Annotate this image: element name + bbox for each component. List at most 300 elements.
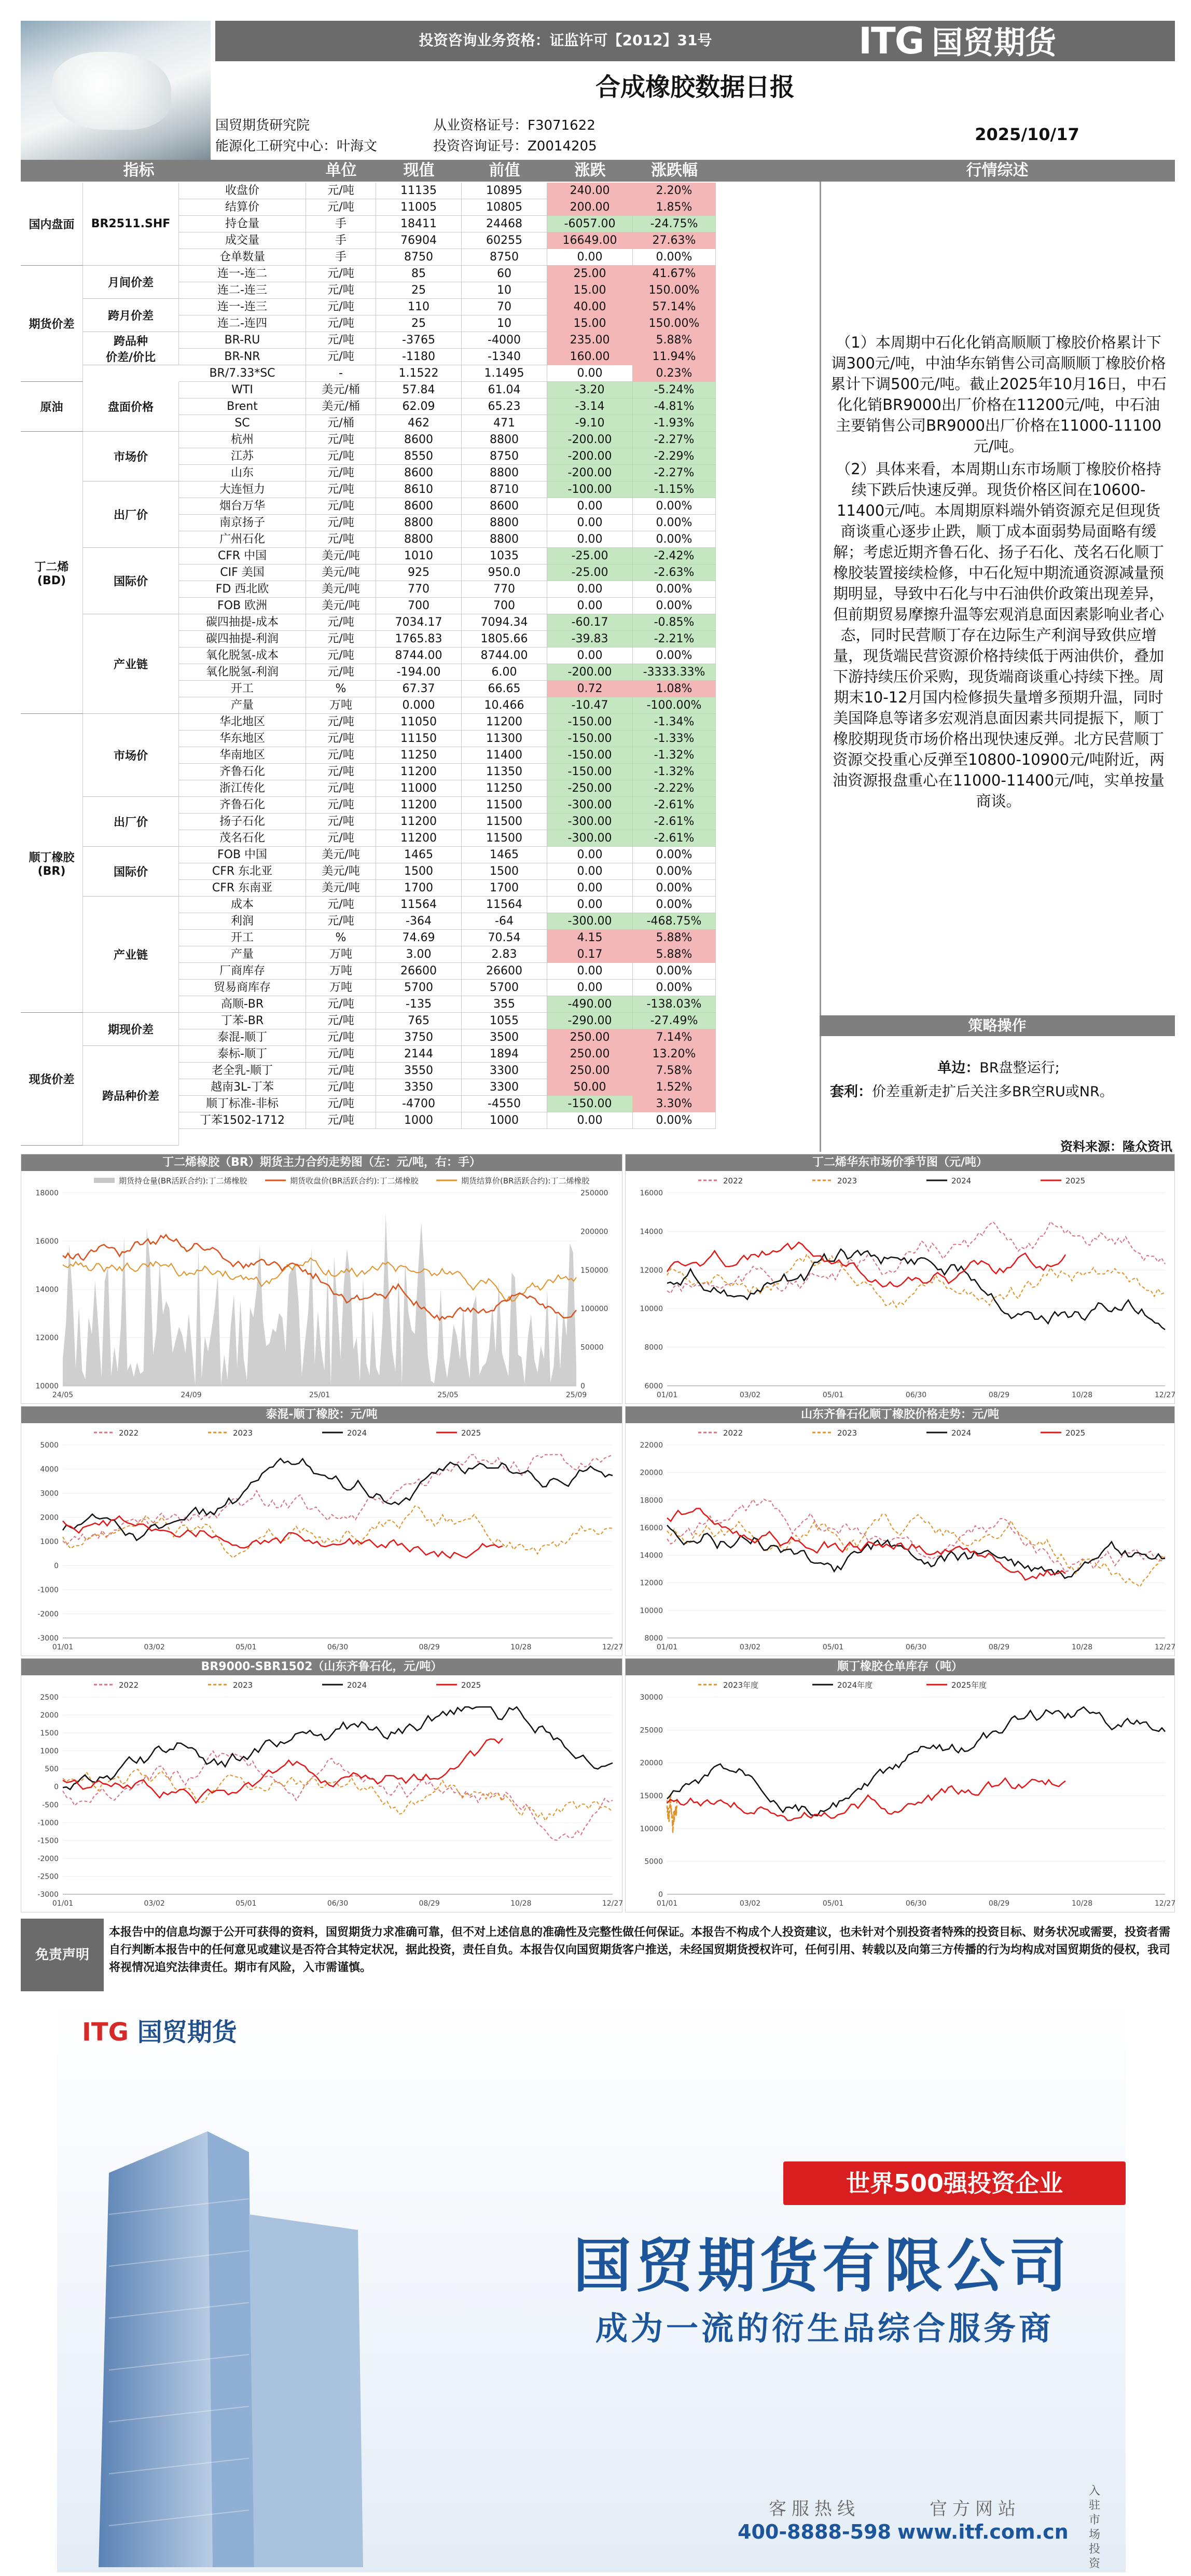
table-row: [21, 780, 820, 797]
change-pct-cell: -138.03%: [633, 996, 716, 1013]
change-cell: 0.72: [547, 681, 633, 697]
table-row: [21, 996, 820, 1013]
table-row: [21, 448, 820, 465]
unit-cell: 元/吨: [306, 1046, 376, 1063]
data-source: 资料来源：隆众资讯: [1060, 1139, 1172, 1154]
indicator-cell: 碳四抽提-利润: [179, 631, 306, 648]
indicator-cell: BR-NR: [179, 349, 306, 365]
current-cell: 8800: [376, 515, 462, 531]
y-tick-label: 22000: [640, 1441, 663, 1450]
indicator-cell: CFR 东南亚: [179, 880, 306, 897]
y-tick-label: -3000: [37, 1891, 59, 1899]
unit-cell: 元/吨: [306, 1013, 376, 1029]
previous-cell: 10805: [462, 199, 547, 216]
change-cell: 0.00: [547, 963, 633, 980]
y-tick-label: 14000: [640, 1228, 663, 1236]
change-pct-cell: -2.21%: [633, 631, 716, 648]
change-pct-cell: 27.63%: [633, 232, 716, 249]
unit-cell: 手: [306, 249, 376, 266]
previous-cell: 10: [462, 315, 547, 332]
y-tick-label: 0: [658, 1891, 663, 1899]
change-pct-cell: 0.00%: [633, 581, 716, 598]
previous-cell: -1340: [462, 349, 547, 365]
y-tick-label: 1500: [40, 1729, 59, 1738]
indicator-cell: SC: [179, 415, 306, 432]
previous-cell: 11300: [462, 731, 547, 747]
change-cell: -39.83: [547, 631, 633, 648]
y-tick-label: 20000: [640, 1759, 663, 1768]
current-cell: 11200: [376, 814, 462, 830]
unit-cell: 元/吨: [306, 282, 376, 299]
change-pct-cell: -100.00%: [633, 697, 716, 714]
table-row: [21, 415, 820, 432]
change-cell: 25.00: [547, 266, 633, 282]
change-pct-cell: -24.75%: [633, 216, 716, 232]
y-tick-label: 18000: [35, 1189, 59, 1197]
current-cell: 18411: [376, 216, 462, 232]
legend-label: 2025: [1065, 1176, 1086, 1186]
table-row: [21, 1029, 820, 1046]
indicator-cell: 厂商库存: [179, 963, 306, 980]
current-cell: 11200: [376, 764, 462, 780]
indicator-cell: 丁苯1502-1712: [179, 1112, 306, 1129]
change-pct-cell: 1.52%: [633, 1079, 716, 1096]
change-cell: -150.00: [547, 1096, 633, 1112]
unit-cell: %: [306, 681, 376, 697]
indicator-cell: 华北地区: [179, 714, 306, 731]
x-tick-label: 01/01: [656, 1643, 678, 1651]
y-right-tick-label: 100000: [580, 1305, 608, 1314]
group-label: 丁二烯 (BD): [21, 432, 83, 714]
previous-cell: 1035: [462, 548, 547, 564]
unit-cell: 美元/桶: [306, 398, 376, 415]
table-row: [21, 548, 820, 564]
change-pct-cell: -1.93%: [633, 415, 716, 432]
arb-strategy: 价差重新走扩后关注多BR空RU或NR。: [872, 1084, 1114, 1100]
current-cell: -194.00: [376, 664, 462, 681]
change-pct-cell: -2.27%: [633, 432, 716, 448]
unit-cell: 元/吨: [306, 1029, 376, 1046]
x-tick-label: 03/02: [739, 1391, 761, 1399]
current-cell: 925: [376, 564, 462, 581]
subgroup-label: 产业链: [83, 897, 179, 1013]
current-cell: 62.09: [376, 398, 462, 415]
previous-cell: 11250: [462, 780, 547, 797]
indicator-cell: 浙江传化: [179, 780, 306, 797]
y-tick-label: -1000: [37, 1819, 59, 1827]
x-tick-label: 12/27: [602, 1899, 623, 1908]
previous-cell: 1700: [462, 880, 547, 897]
indicator-cell: 持仓量: [179, 216, 306, 232]
previous-cell: 10895: [462, 183, 547, 199]
indicator-cell: 碳四抽提-成本: [179, 614, 306, 631]
change-pct-cell: -3333.33%: [633, 664, 716, 681]
subgroup-label: 国际价: [83, 548, 179, 614]
unit-cell: 元/吨: [306, 731, 376, 747]
table-row: [21, 681, 820, 697]
change-cell: 15.00: [547, 315, 633, 332]
change-pct-cell: 2.20%: [633, 183, 716, 199]
current-cell: 25: [376, 282, 462, 299]
unit-cell: 元/吨: [306, 764, 376, 780]
indicator-cell: 大连恒力: [179, 481, 306, 498]
subgroup-label: 市场价: [83, 432, 179, 481]
table-row: [21, 481, 820, 498]
previous-cell: 3300: [462, 1063, 547, 1079]
commentary-para-2: （2）具体来看，本周期山东市场顺丁橡胶价格持续下跌后快速反弹。现货价格区间在10600-11400元/吨。本周期原料端外销资源充足但现货商谈重心逐步止跌，顺丁成本面弱势局面略有缓解；考虑近期齐鲁石化、扬子石化、茂名石化顺丁橡胶装置接续检修，中石化短中期流通资源减量预期明显，导致中石化与中石油供价政策出现差异，但前期贸易摩擦升温等宏观消息面因素影响业者心态，同时民营顺丁存在边际生产利润导致供应增量，现货端民营资源价格持续低于两油供价，叠加下游持续压价采购，现货端商谈重心持续下挫。周期末10-12月国内检修损失量增多预期升温，同时美国降息等诸多宏观消息面因素共同提振下，顺丁橡胶期现货市场价格出现快速反弹。北方民营顺丁资源交投重心反弹至10800-10900元/吨附近，两油资源报盘重心在11000-11400元/吨，实单按量商谈。: [833, 460, 1165, 810]
change-pct-cell: 3.30%: [633, 1096, 716, 1112]
change-pct-cell: 150.00%: [633, 315, 716, 332]
indicator-cell: FOB 欧洲: [179, 598, 306, 614]
y-tick-label: 12000: [35, 1334, 59, 1342]
change-cell: -300.00: [547, 830, 633, 847]
company-name: 国贸期货有限公司: [573, 2233, 1071, 2300]
subgroup-label: 市场价: [83, 714, 179, 797]
current-cell: 11005: [376, 199, 462, 216]
legend-label: 2024: [347, 1680, 367, 1690]
chart-title: 丁二烯华东市场价季节图（元/吨）: [626, 1154, 1174, 1171]
change-pct-cell: -2.42%: [633, 548, 716, 564]
chart-title: BR9000-SBR1502（山东齐鲁石化，元/吨）: [21, 1659, 622, 1675]
unit-cell: 元/吨: [306, 199, 376, 216]
current-cell: 11200: [376, 830, 462, 847]
x-tick-label: 12/27: [1154, 1391, 1175, 1399]
table-row: [21, 1096, 820, 1112]
change-pct-cell: -2.61%: [633, 814, 716, 830]
current-cell: 3750: [376, 1029, 462, 1046]
unit-cell: 元/吨: [306, 913, 376, 930]
previous-cell: 3300: [462, 1079, 547, 1096]
change-pct-cell: 150.00%: [633, 282, 716, 299]
indicator-cell: 开工: [179, 681, 306, 697]
legend-label: 期货收盘价(BR活跃合约):丁二烯橡胶: [290, 1176, 419, 1186]
col-current: 现值: [403, 161, 435, 180]
group-label: 国内盘面: [21, 183, 83, 266]
indicator-cell: 结算价: [179, 199, 306, 216]
unit-cell: 元/吨: [306, 747, 376, 764]
current-cell: 3550: [376, 1063, 462, 1079]
indicator-cell: BR/7.33*SC: [179, 365, 306, 382]
change-pct-cell: 0.00%: [633, 847, 716, 863]
change-pct-cell: -1.33%: [633, 731, 716, 747]
change-pct-cell: 7.58%: [633, 1063, 716, 1079]
previous-cell: 8750: [462, 448, 547, 465]
disclaimer-label: 免责声明: [21, 1919, 104, 1991]
unit-cell: 元/吨: [306, 830, 376, 847]
banner-logo: [82, 2012, 237, 2048]
y-tick-label: -500: [42, 1801, 59, 1810]
table-row: [21, 980, 820, 996]
y-tick-label: 5000: [40, 1441, 59, 1450]
current-cell: 765: [376, 1013, 462, 1029]
current-cell: 462: [376, 415, 462, 432]
change-pct-cell: -1.34%: [633, 714, 716, 731]
current-cell: 26600: [376, 963, 462, 980]
legend-label: 2024年度: [837, 1680, 873, 1690]
banner-logo-cn: 国贸期货: [137, 2018, 237, 2047]
y-tick-label: 16000: [35, 1237, 59, 1246]
change-pct-cell: -1.32%: [633, 764, 716, 780]
previous-cell: 11400: [462, 747, 547, 764]
table-row: [21, 614, 820, 631]
y-tick-label: 8000: [644, 1343, 663, 1352]
x-tick-label: 12/27: [602, 1643, 623, 1651]
previous-cell: 1465: [462, 847, 547, 863]
current-cell: -3765: [376, 332, 462, 349]
change-cell: -25.00: [547, 548, 633, 564]
disclaimer-text: 本报告中的信息均源于公开可获得的资料，国贸期货力求准确可靠，但不对上述信息的准确性及完整性做任何保证。本报告不构成个人投资建议，也未针对个别投资者特殊的投资目标、财务状况或需要，投资者需自行判断本报告中的任何意见或建议是否符合其特定状况，据此投资，责任自负。本报告仅向国贸期货客户推送，未经国贸期货授权许可，任何引用、转载以及向第三方传播的行为均构成对国贸期货的侵权，我司将视情况追究法律责任。期市有风险，入市需谨慎。: [109, 1926, 1171, 1974]
x-tick-label: 06/30: [905, 1899, 927, 1908]
table-row: [21, 1112, 820, 1129]
table-row: [21, 232, 820, 249]
change-pct-cell: -1.15%: [633, 481, 716, 498]
table-row: [21, 581, 820, 598]
change-cell: 0.00: [547, 581, 633, 598]
change-cell: -290.00: [547, 1013, 633, 1029]
unit-cell: 美元/吨: [306, 880, 376, 897]
change-cell: 0.00: [547, 598, 633, 614]
banner-logo-mark: ITG: [82, 2018, 129, 2047]
current-cell: 8800: [376, 531, 462, 548]
y-tick-label: -3000: [37, 1634, 59, 1643]
cert-number-2: 投资咨询证号：Z0014205: [433, 139, 597, 154]
table-row: [21, 714, 820, 731]
col-previous: 前值: [489, 161, 520, 180]
y-tick-label: 8000: [644, 1634, 663, 1643]
current-cell: 11000: [376, 780, 462, 797]
change-pct-cell: -27.49%: [633, 1013, 716, 1029]
x-tick-label: 05/01: [822, 1643, 844, 1651]
current-cell: 3.00: [376, 946, 462, 963]
chart-title: 山东齐鲁石化顺丁橡胶价格走势：元/吨: [626, 1407, 1174, 1423]
indicator-cell: 丁苯-BR: [179, 1013, 306, 1029]
indicator-cell: 产量: [179, 697, 306, 714]
x-tick-label: 03/02: [739, 1899, 761, 1908]
single-label: 单边：: [937, 1060, 980, 1076]
series-line: [63, 1751, 613, 1840]
unit-cell: 元/吨: [306, 797, 376, 814]
chart-plot: [21, 1424, 623, 1657]
y-right-tick-label: 250000: [580, 1189, 608, 1197]
indicator-cell: 高顺-BR: [179, 996, 306, 1013]
x-tick-label: 01/01: [656, 1899, 678, 1908]
indicator-cell: 连一-连三: [179, 299, 306, 315]
table-row: [21, 564, 820, 581]
change-cell: -10.47: [547, 697, 633, 714]
change-cell: -150.00: [547, 714, 633, 731]
previous-cell: 70: [462, 299, 547, 315]
change-pct-cell: -2.61%: [633, 797, 716, 814]
fortune-500-badge: 世界500强投资企业: [783, 2161, 1126, 2205]
unit-cell: 万吨: [306, 946, 376, 963]
indicator-cell: WTI: [179, 382, 306, 398]
previous-cell: 8744.00: [462, 648, 547, 664]
change-cell: -200.00: [547, 465, 633, 481]
unit-cell: 元/吨: [306, 349, 376, 365]
x-tick-label: 01/01: [52, 1643, 74, 1651]
change-cell: 4.15: [547, 930, 633, 946]
indicator-cell: 泰混-顺丁: [179, 1029, 306, 1046]
table-row: [21, 349, 820, 365]
table-row: [21, 731, 820, 747]
x-tick-label: 10/28: [510, 1899, 532, 1908]
col-indicator: 指标: [123, 161, 155, 180]
x-tick-label: 03/02: [739, 1643, 761, 1651]
unit-cell: 手: [306, 232, 376, 249]
research-center: 能源化工研究中心：叶海文: [215, 139, 378, 154]
change-pct-cell: 0.00%: [633, 1112, 716, 1129]
y-tick-label: 10000: [640, 1305, 663, 1314]
unit-cell: 元/吨: [306, 299, 376, 315]
indicator-cell: 氧化脱氢-成本: [179, 648, 306, 664]
y-right-tick-label: 200000: [580, 1228, 608, 1236]
x-tick-label: 05/01: [236, 1643, 257, 1651]
change-cell: 15.00: [547, 282, 633, 299]
previous-cell: 11564: [462, 897, 547, 913]
change-cell: -300.00: [547, 814, 633, 830]
unit-cell: 元/吨: [306, 531, 376, 548]
previous-cell: 3500: [462, 1029, 547, 1046]
current-cell: 0.000: [376, 697, 462, 714]
indicator-cell: 华东地区: [179, 731, 306, 747]
indicator-cell: 山东: [179, 465, 306, 481]
current-cell: 8550: [376, 448, 462, 465]
previous-cell: 8750: [462, 249, 547, 266]
series-line: [667, 1514, 1165, 1587]
report-header: [0, 0, 1191, 164]
change-cell: -250.00: [547, 780, 633, 797]
y-tick-label: 10000: [640, 1606, 663, 1615]
indicator-cell: 贸易商库存: [179, 980, 306, 996]
indicator-cell: 连一-连二: [179, 266, 306, 282]
change-pct-cell: -2.61%: [633, 830, 716, 847]
table-row: [21, 946, 820, 963]
legend-label: 2025年度: [951, 1680, 987, 1690]
series-line: [63, 1455, 613, 1545]
unit-cell: 美元/吨: [306, 564, 376, 581]
y-right-tick-label: 0: [580, 1382, 585, 1390]
website-url: www.itf.com.cn: [897, 2520, 1069, 2543]
col-unit: 单位: [325, 161, 357, 180]
table-header: [21, 160, 1175, 182]
unit-cell: 元/吨: [306, 814, 376, 830]
unit-cell: 元/吨: [306, 1096, 376, 1112]
previous-cell: 11350: [462, 764, 547, 780]
current-cell: 8750: [376, 249, 462, 266]
unit-cell: 元/吨: [306, 481, 376, 498]
table-row: [21, 913, 820, 930]
y-tick-label: 14000: [35, 1286, 59, 1294]
indicator-cell: FOB 中国: [179, 847, 306, 863]
change-cell: -3.20: [547, 382, 633, 398]
current-cell: 11564: [376, 897, 462, 913]
table-row: [21, 648, 820, 664]
current-cell: 1000: [376, 1112, 462, 1129]
indicator-cell: 扬子石化: [179, 814, 306, 830]
table-row: [21, 814, 820, 830]
unit-cell: 美元/吨: [306, 581, 376, 598]
unit-cell: 手: [306, 216, 376, 232]
indicator-cell: 开工: [179, 930, 306, 946]
report-date: 2025/10/17: [975, 125, 1079, 144]
change-cell: -490.00: [547, 996, 633, 1013]
y-tick-label: 25000: [640, 1726, 663, 1735]
x-tick-label: 25/01: [309, 1391, 330, 1399]
commentary-para-1: （1）本周期中石化化销高顺顺丁橡胶价格累计下调300元/吨，中油华东销售公司高顺顺丁橡胶价格累计下调500元/吨。截止2025年10月16日，中石化化销BR9000出厂价格在11200元/吨，中石油主要销售公司BR9000出厂价格在11000-11100元/吨。: [830, 334, 1167, 455]
y-tick-label: 20000: [640, 1469, 663, 1478]
x-tick-label: 05/01: [822, 1899, 844, 1908]
unit-cell: 元/吨: [306, 1112, 376, 1129]
change-cell: -6057.00: [547, 216, 633, 232]
current-cell: -364: [376, 913, 462, 930]
y-tick-label: 2500: [40, 1693, 59, 1702]
subgroup-label: BR2511.SHF: [83, 183, 179, 266]
table-row: [21, 531, 820, 548]
indicator-cell: 产量: [179, 946, 306, 963]
previous-cell: 61.04: [462, 382, 547, 398]
previous-cell: 60: [462, 266, 547, 282]
series-line: [667, 1525, 1165, 1578]
current-cell: 11135: [376, 183, 462, 199]
indicator-cell: 泰标-顺丁: [179, 1046, 306, 1063]
legend-label: 2025: [1065, 1428, 1086, 1438]
table-row: [21, 863, 820, 880]
previous-cell: 1000: [462, 1112, 547, 1129]
previous-cell: 770: [462, 581, 547, 598]
current-cell: 5700: [376, 980, 462, 996]
change-cell: 0.00: [547, 880, 633, 897]
change-cell: -9.10: [547, 415, 633, 432]
indicator-cell: CIF 美国: [179, 564, 306, 581]
current-cell: 1.1522: [376, 365, 462, 382]
change-cell: 0.00: [547, 531, 633, 548]
unit-cell: 万吨: [306, 963, 376, 980]
open-interest-area: [63, 1214, 576, 1386]
x-tick-label: 24/05: [52, 1391, 74, 1399]
change-pct-cell: 0.00%: [633, 598, 716, 614]
unit-cell: 元/吨: [306, 315, 376, 332]
change-pct-cell: -2.63%: [633, 564, 716, 581]
previous-cell: 11500: [462, 797, 547, 814]
change-pct-cell: 0.00%: [633, 498, 716, 515]
indicator-cell: 南京扬子: [179, 515, 306, 531]
y-tick-label: 500: [45, 1765, 59, 1774]
current-cell: 11150: [376, 731, 462, 747]
col-commentary: 行情综述: [966, 161, 1029, 180]
chart-3: [21, 1406, 622, 1656]
unit-cell: 元/吨: [306, 266, 376, 282]
company-slogan: 成为一流的衍生品综合服务商: [595, 2309, 1054, 2347]
y-tick-label: 12000: [640, 1579, 663, 1588]
previous-cell: 11200: [462, 714, 547, 731]
product-photo: [21, 21, 211, 162]
legend-label: 2022: [723, 1428, 743, 1438]
y-tick-label: 5000: [644, 1857, 663, 1866]
indicator-cell: CFR 东北亚: [179, 863, 306, 880]
indicator-cell: 杭州: [179, 432, 306, 448]
previous-cell: 10: [462, 282, 547, 299]
y-tick-label: 10000: [640, 1825, 663, 1834]
change-cell: 250.00: [547, 1046, 633, 1063]
hotline-label: 客服热线: [769, 2499, 860, 2519]
brand-logo: [858, 21, 1128, 61]
y-tick-label: 3000: [40, 1490, 59, 1498]
table-row: [21, 797, 820, 814]
subgroup-label: 产业链: [83, 614, 179, 714]
previous-cell: 24468: [462, 216, 547, 232]
change-cell: 0.00: [547, 249, 633, 266]
unit-cell: 元/吨: [306, 664, 376, 681]
